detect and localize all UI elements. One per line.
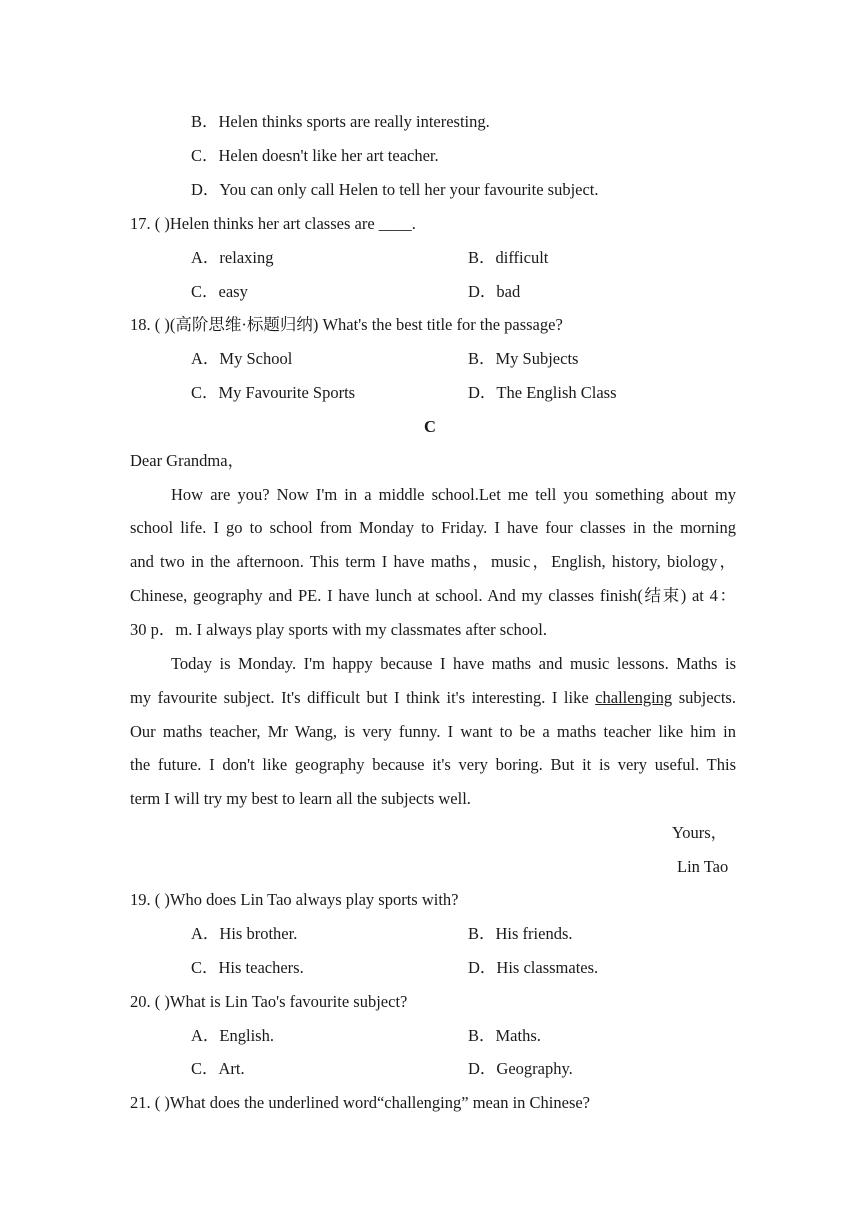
q18-option-a: A．My School [191, 349, 293, 368]
q21-stem: 21. ( )What does the underlined word“challenging” mean in Chinese? [130, 1093, 591, 1112]
q16-option-d: D．You can only call Helen to tell her your favourite subject. [191, 180, 599, 199]
q18-stem: 18. ( )(高阶思维·标题归纳) What's the best title for the passage? [130, 315, 563, 334]
q17-option-a: A．relaxing [191, 248, 274, 267]
q17-option-b: B．difficult [468, 248, 549, 267]
q20-option-c: C．Art. [191, 1059, 245, 1078]
q19-stem: 19. ( )Who does Lin Tao always play sports with? [130, 890, 459, 909]
letter-closing: Yours， [672, 823, 728, 842]
letter-p1-line1: How are you? Now I'm in a middle school.Let me tell you something about my [171, 485, 736, 504]
letter-p1-line2: school life. I go to school from Monday to Friday. I have four classes in the morning [130, 518, 736, 537]
letter-p2-line2-start: my favourite subject. It's difficult but I think it's interesting. I like [130, 688, 596, 707]
q17-option-d: D．bad [468, 282, 521, 301]
letter-salutation: Dear Grandma， [130, 451, 245, 470]
underlined-word-challenging: challenging [595, 688, 673, 707]
q18-option-c: C．My Favourite Sports [191, 383, 356, 402]
letter-p2-line1: Today is Monday. I'm happy because I have maths and music lessons. Maths is [171, 654, 736, 673]
letter-p2-line3: Our maths teacher, Mr Wang, is very funny. I want to be a maths teacher like him in [130, 722, 736, 741]
letter-p2-line5: term I will try my best to learn all the subjects well. [130, 789, 471, 808]
letter-p1-line4: Chinese, geography and PE. I have lunch at school. And my classes finish(结束) at 4： [130, 586, 736, 605]
q16-option-c: C．Helen doesn't like her art teacher. [191, 146, 439, 165]
q20-stem: 20. ( )What is Lin Tao's favourite subject? [130, 992, 408, 1011]
q16-option-b: B．Helen thinks sports are really interesting. [191, 112, 490, 131]
q20-option-d: D．Geography. [468, 1059, 573, 1078]
letter-p1-line5: 30 p．m. I always play sports with my classmates after school. [130, 620, 548, 639]
q20-option-b: B．Maths. [468, 1026, 541, 1045]
letter-p2-line2-end: subjects. [672, 688, 736, 707]
q17-option-c: C．easy [191, 282, 248, 301]
q18-option-d: D．The English Class [468, 383, 617, 402]
q19-option-d: D．His classmates. [468, 958, 599, 977]
letter-p2-line4: the future. I don't like geography because it's very boring. But it is very useful. This [130, 755, 736, 774]
letter-signature: Lin Tao [677, 857, 729, 876]
q18-option-b: B．My Subjects [468, 349, 579, 368]
letter-p1-line3: and two in the afternoon. This term I have maths，music，English, history, biology， [130, 552, 736, 571]
letter-p2-line2 [130, 688, 736, 708]
q19-option-a: A．His brother. [191, 924, 298, 943]
q20-option-a: A．English. [191, 1026, 274, 1045]
q19-option-c: C．His teachers. [191, 958, 304, 977]
section-c-heading: C [424, 417, 436, 436]
q19-option-b: B．His friends. [468, 924, 573, 943]
q17-stem: 17. ( )Helen thinks her art classes are ____. [130, 214, 416, 233]
